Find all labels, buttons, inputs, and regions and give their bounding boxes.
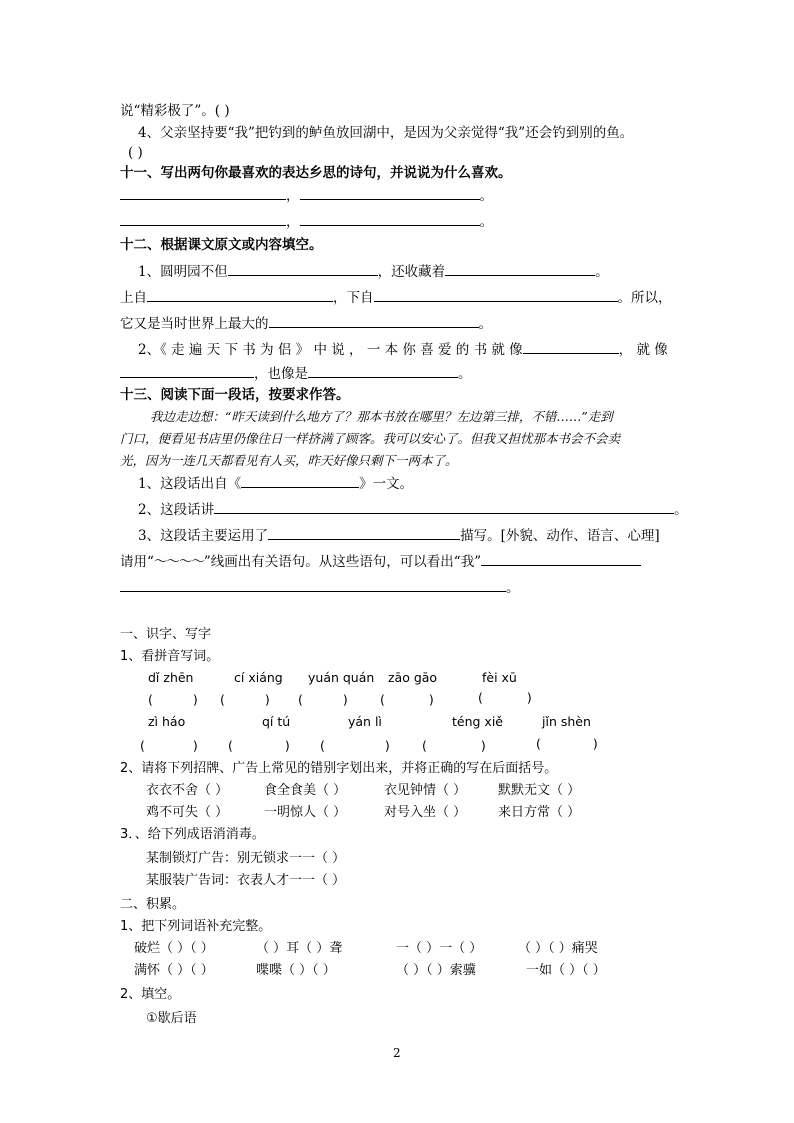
wrong-word-item[interactable]: 鸡不可失（ ） [146, 805, 229, 820]
wrong-word-item[interactable]: 衣见钟情（ ） [384, 783, 467, 798]
pinyin-label: zì háo [148, 714, 186, 729]
text: ，还收藏着 [377, 264, 446, 280]
text: 1、这段话出自《 [138, 476, 242, 492]
period: 。 [674, 502, 688, 518]
pinyin-label: zāo gāo [388, 670, 438, 685]
wrong-word-item[interactable]: 一明惊人（ ） [264, 805, 347, 820]
answer-box[interactable]: ( ) [148, 692, 198, 707]
lower-question-3: 3．、给下列成语消消毒。 [120, 827, 265, 842]
text: 描写。[外貌、动作、语言、心理] [460, 528, 660, 544]
blank-line[interactable] [308, 364, 458, 378]
answer-box[interactable]: ( ) [220, 692, 270, 707]
passage-line-2: 门口，便看见书店里仍像往日一样挤满了顾客。我可以安心了。但我又担忧那本书会不会卖 [120, 431, 621, 446]
text: 上自 [120, 290, 147, 306]
pinyin-label: téng xiě [452, 714, 503, 729]
blank-line[interactable] [147, 288, 333, 302]
text: 3、这段话主要运用了 [138, 528, 269, 544]
text: 请用“ [120, 554, 154, 570]
text: 2、《 走 遍 天 下 书 为 侣 》 中 说 ， 一 本 你 喜 爱 的 书 就 像 [138, 342, 523, 358]
period: 。 [458, 366, 472, 382]
fill-item[interactable]: 喋喋（ ）（ ） [256, 963, 336, 978]
q13-line-1 [138, 474, 413, 493]
answer-box[interactable]: ( ) [140, 738, 198, 753]
blank-line[interactable] [228, 262, 378, 276]
pinyin-label: cí xiáng [234, 670, 283, 685]
pinyin-label: yán lì [348, 714, 382, 729]
text: ，也像是 [254, 366, 308, 382]
fill-item[interactable]: 一如（ ）（ ） [526, 963, 606, 978]
text: 1、圆明园不但 [138, 264, 228, 280]
lower-question-2-2: 2、填空。 [120, 987, 181, 1002]
wrong-word-item[interactable]: 对号入坐（ ） [384, 805, 467, 820]
blank-line[interactable] [120, 364, 254, 378]
period: 。 [479, 214, 493, 230]
pinyin-label: qí tú [262, 714, 291, 729]
answer-box[interactable]: ( ) [380, 692, 434, 707]
lower-question-2-1: 1、把下列词语补充完整。 [120, 919, 272, 934]
pinyin-label: fèi xū [482, 670, 517, 685]
blank-line[interactable] [269, 314, 479, 328]
comma: ， [286, 214, 300, 230]
blank-line[interactable] [481, 552, 641, 566]
text: 它又是当时世界上最大的 [120, 316, 269, 332]
text-line: 说“精彩极了”。( ) [120, 103, 230, 119]
fill-item[interactable]: 破烂（ ）（ ） [134, 941, 214, 956]
wrong-word-item[interactable]: 食全食美（ ） [264, 783, 347, 798]
answer-box[interactable]: ( ) [536, 736, 598, 751]
page-number: 2 [393, 1046, 401, 1060]
blank-line[interactable] [300, 212, 480, 226]
poem-blank-row-1 [120, 186, 493, 205]
text: ， 就 像 [618, 342, 668, 358]
q12-line-4 [138, 340, 668, 359]
question-4: 4、父亲坚持要“我”把钓到的鲈鱼放回湖中，是因为父亲觉得“我”还会钓到别的鱼。 [138, 125, 634, 141]
q12-line-1 [138, 262, 609, 281]
fill-item[interactable]: （ ）（ ）索骥 [396, 963, 476, 978]
text: 》一文。 [359, 476, 414, 492]
period: 。 [595, 264, 609, 280]
blank-line[interactable] [445, 262, 595, 276]
section-13-heading: 十三、阅读下面一段话，按要求作答。 [120, 387, 350, 403]
q13-line-5 [120, 578, 520, 597]
q13-line-4 [120, 552, 641, 571]
blank-line[interactable] [300, 186, 480, 200]
text: 。所以， [617, 290, 672, 306]
pinyin-label: dǐ zhēn [148, 670, 194, 685]
wrong-word-item[interactable]: 来日方常（ ） [498, 805, 581, 820]
text: ”线画出有关语句。从这些语句，可以看出“我” [203, 554, 482, 570]
ad-line-1: 某制锁灯广告：别无锁求一一（ ） [146, 851, 346, 866]
q12-line-5 [120, 364, 472, 383]
wrong-word-item[interactable]: 衣衣不舍（ ） [146, 783, 229, 798]
wrong-word-row-2 [146, 804, 580, 822]
blank-line[interactable] [120, 186, 286, 200]
comma: ， [286, 188, 300, 204]
wrong-word-item[interactable]: 默默无文（ ） [498, 783, 581, 798]
lower-heading-1: 一、识字、写字 [120, 627, 212, 642]
pinyin-label: yuán quán [308, 670, 375, 685]
section-11-heading: 十一、写出两句你最喜欢的表达乡思的诗句，并说说为什么喜欢。 [120, 165, 512, 181]
lower-heading-2: 二、积累。 [120, 897, 186, 912]
fill-item[interactable]: 满怀（ ）（ ） [134, 963, 214, 978]
answer-box[interactable]: ( ) [298, 692, 348, 707]
q13-line-2 [138, 500, 688, 519]
fill-item[interactable]: （ ）耳（ ）聋 [256, 941, 343, 956]
blank-line[interactable] [374, 288, 618, 302]
wrong-word-row-1 [146, 782, 580, 800]
q12-line-3 [120, 314, 492, 333]
blank-line[interactable] [523, 340, 619, 354]
blank-line[interactable] [241, 474, 359, 488]
lower-question-1: 1、看拼音写词。 [120, 649, 220, 664]
blank-line[interactable] [120, 212, 286, 226]
q13-line-3 [138, 526, 660, 545]
fill-item[interactable]: 一（ ）一（ ） [396, 941, 483, 956]
passage-line-3: 光，因为一连几天都看见有人买，昨天好像只剩下一两本了。 [120, 453, 458, 468]
fill-item[interactable]: （ ）（ ）痛哭 [518, 941, 598, 956]
fill-row-2 [134, 962, 606, 980]
blank-line[interactable] [120, 578, 506, 592]
answer-box[interactable]: ( ) [228, 738, 290, 753]
period: 。 [478, 316, 492, 332]
passage-line-1: 我边走边想：“昨天读到什么地方了？那本书放在哪里？左边第三排，不错……”走到 [150, 409, 613, 424]
blank-line[interactable] [214, 500, 674, 514]
pinyin-label: jǐn shèn [542, 714, 591, 729]
section-12-heading: 十二、根据课文原文或内容填空。 [120, 237, 323, 253]
blank-line[interactable] [268, 526, 460, 540]
text: 2、这段话讲 [138, 502, 215, 518]
answer-box[interactable]: ( ) [422, 738, 486, 753]
fill-row-1 [134, 940, 598, 958]
lower-question-2-2-1: ①歇后语 [146, 1011, 197, 1026]
period: 。 [506, 580, 520, 596]
answer-box[interactable]: ( ) [320, 738, 390, 753]
poem-blank-row-2 [120, 212, 493, 231]
wavy-line-sample: ～～～～ [153, 554, 204, 570]
answer-box[interactable]: ( ) [478, 690, 532, 705]
lower-question-2: 2、请将下列招牌、广告上常见的错别字划出来，并将正确的写在后面括号。 [120, 761, 558, 776]
text: ，下自 [333, 290, 374, 306]
ad-line-2: 某服装广告词：衣表人才一一（ ） [146, 873, 346, 888]
q12-line-2 [120, 288, 672, 307]
answer-parens: ( ) [128, 145, 143, 161]
period: 。 [479, 188, 493, 204]
